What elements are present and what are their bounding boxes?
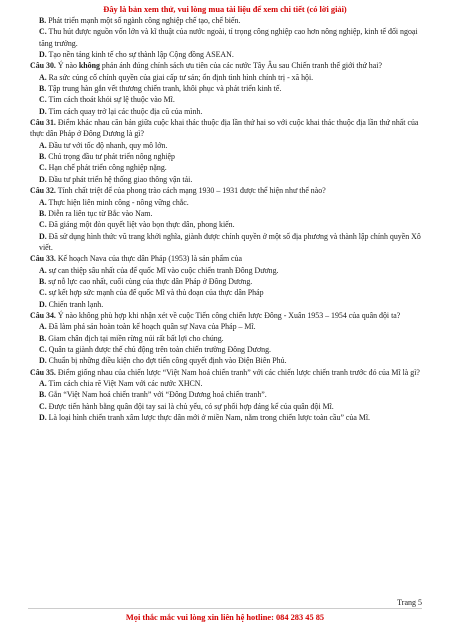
question-30 [30, 60, 422, 117]
question-35 [30, 367, 422, 424]
question-stem: Câu 34. Ý nào không phù hợp khi nhận xét về cuộc Tiến công chiến lược Đông - Xuân 1953 – 1954 của quân đội ta? [30, 310, 401, 320]
option-d: D. Đầu tư phát triển hệ thống giao thông vận tải. [39, 174, 193, 184]
option-d: D. Đã sử dụng hình thức vũ trang khởi nghĩa, giành được chính quyền ở một số địa phương và thành lập chính quyền Xô viết. [39, 231, 421, 252]
option-c: C. Quân ta giành được thế chủ động trên toàn chiến trường Đông Dương. [39, 344, 271, 354]
option-d: D. Tạo nền tảng kinh tế cho sự thành lập Cộng đồng ASEAN. [39, 50, 234, 60]
option-a: A. Tìm cách chia rẽ Việt Nam với các nước XHCN. [39, 379, 203, 388]
previous-question-options [30, 15, 422, 60]
option-a: A. Thực hiện liên minh công - nông vững chắc. [39, 197, 189, 207]
option-a: A. Ra sức củng cố chính quyền của giai cấp tư sản; ổn định tình hình chính trị - xã hội. [39, 72, 314, 82]
option-c: C. Đã giáng một đòn quyết liệt vào bọn thực dân, phong kiến. [39, 220, 235, 230]
question-stem: Câu 31. Điểm khác nhau căn bản giữa cuộc khai thác thuộc địa lần thứ hai so với cuộc khai thác thuộc địa lần thứ nhất của thực dân Pháp ở Đông Dương là gì? [30, 118, 419, 139]
question-31 [30, 117, 422, 185]
question-33 [30, 253, 422, 310]
option-c: C. Hạn chế phát triển công nghiệp nặng. [39, 163, 167, 173]
option-a: A. Đã làm phá sản hoàn toàn kế hoạch quân sự Nava của Pháp – Mĩ. [39, 322, 256, 332]
option-b: B. Giam chân địch tại miền rừng núi rất bất lợi cho chúng. [39, 333, 224, 343]
option-b: B. Diễn ra liên tục từ Bắc vào Nam. [39, 208, 153, 218]
option-a: A. sự can thiệp sâu nhất của đế quốc Mĩ vào cuộc chiến tranh Đông Dương. [39, 265, 279, 275]
page-number: Trang 5 [397, 598, 422, 607]
option-d: D. Chuẩn bị những điều kiện cho đợt tiến công quyết định vào Điện Biên Phủ. [39, 356, 287, 366]
preview-banner: Đây là bản xem thử, vui lòng mua tài liệu để xem chi tiết (có lời giải) [103, 5, 347, 14]
footer-divider [28, 608, 422, 609]
option-c: C. Thu hút được nguồn vốn lớn và kĩ thuật của nước ngoài, tỉ trọng công nghiệp cao hơn nông nghiệp, kinh tế đối ngoại tăng trưởng. [39, 27, 418, 48]
option-b: B. Chú trọng đầu tư phát triển nông nghiệp [39, 152, 176, 162]
question-34 [30, 310, 422, 367]
option-d: D. Tìm cách quay trở lại các thuộc địa cũ của mình. [39, 106, 203, 116]
option-b: B. Gắn “Việt Nam hoá chiến tranh” với “Đông Dương hoá chiến tranh”. [39, 390, 267, 400]
option-c: C. sự kết hợp sức mạnh của đế quốc Mĩ và thủ đoạn của thực dân Pháp [39, 288, 264, 298]
option-a: A. Đầu tư với tốc độ nhanh, quy mô lớn. [39, 140, 168, 150]
option-c: C. Tìm cách thoát khỏi sự lệ thuộc vào Mĩ. [39, 95, 175, 105]
option-b: B. sự nỗ lực cao nhất, cuối cùng của thực dân Pháp ở Đông Dương. [39, 276, 253, 286]
hotline-footer: Mọi thắc mắc vui lòng xin liên hệ hotline: 084 283 45 85 [125, 613, 325, 622]
option-b: B. Tập trung hàn gắn vết thương chiến tranh, khôi phục và phát triển kinh tế. [39, 84, 282, 94]
question-stem: Câu 30. Ý nào không phản ánh đúng chính sách ưu tiên của các nước Tây Âu sau Chiến tranh thế giới thứ hai? [30, 61, 382, 71]
question-stem: Câu 33. Kế hoạch Nava của thực dân Pháp (1953) là sản phẩm của [30, 254, 243, 264]
question-stem: Câu 35. Điểm giống nhau của chiến lược “Việt Nam hoá chiến tranh” với các chiến lược chiến tranh trước đó của Mĩ là gì? [30, 367, 420, 377]
option-b: B. Phát triển mạnh một số ngành công nghiệp chế tạo, chế biến. [39, 16, 241, 25]
question-32 [30, 185, 422, 253]
option-d: D. Chiến tranh lạnh. [39, 299, 104, 309]
document-body [30, 15, 422, 423]
question-stem: Câu 32. Tính chất triệt để của phong trào cách mạng 1930 – 1931 được thể hiện như thế nào? [30, 186, 326, 196]
option-c: C. Được tiến hành bằng quân đội tay sai là chủ yếu, có sự phối hợp đáng kể của quân đội Mĩ. [39, 401, 334, 411]
option-d: D. Là loại hình chiến tranh xâm lược thực dân mới ở miền Nam, nằm trong chiến lược toàn cầu” của Mĩ. [39, 413, 371, 423]
